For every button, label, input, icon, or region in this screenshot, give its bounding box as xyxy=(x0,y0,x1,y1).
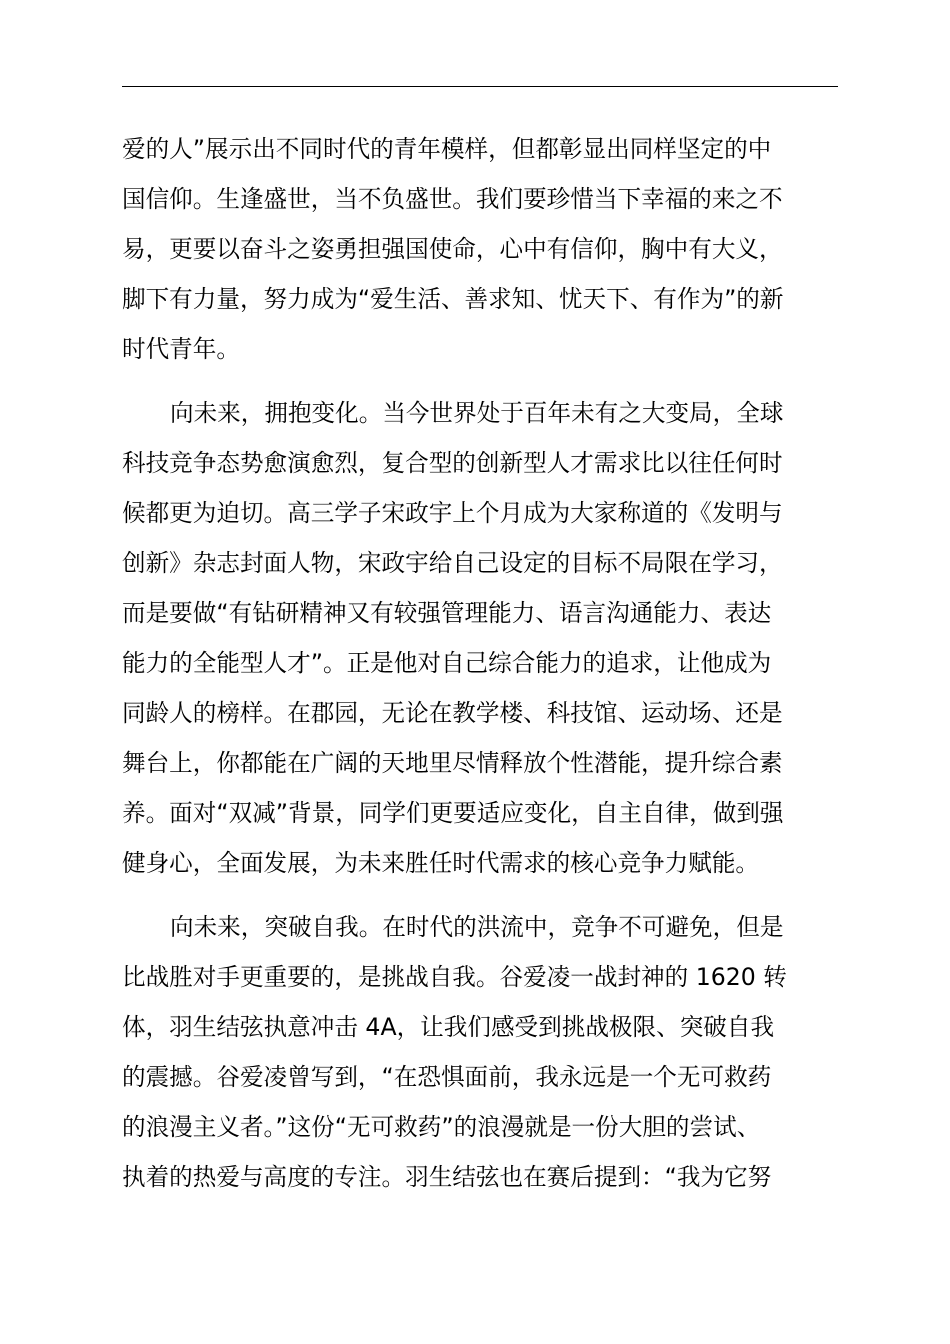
text-line: 比战胜对手更重要的，是挑战自我。谷爱凌一战封神的 1620 转 xyxy=(122,963,787,991)
text-line: 时代青年。 xyxy=(122,335,240,363)
text-line: 国信仰。生逢盛世，当不负盛世。我们要珍惜当下幸福的来之不 xyxy=(122,185,783,213)
header-rule xyxy=(122,86,838,87)
paragraph-gap xyxy=(122,374,838,388)
paragraph xyxy=(122,124,838,374)
text-line: 的浪漫主义者。”这份“无可救药”的浪漫就是一份大胆的尝试、 xyxy=(122,1113,761,1141)
text-line: 体，羽生结弦执意冲击 4A，让我们感受到挑战极限、突破自我 xyxy=(122,1013,775,1041)
paragraph xyxy=(122,902,838,1202)
text-line: 创新》杂志封面人物，宋政宇给自己设定的目标不局限在学习， xyxy=(122,549,783,577)
text-line: 舞台上，你都能在广阔的天地里尽情释放个性潜能，提升综合素 xyxy=(122,749,783,777)
text-line: 同龄人的榜样。在郡园，无论在教学楼、科技馆、运动场、还是 xyxy=(122,699,783,727)
text-line: 候都更为迫切。高三学子宋政宇上个月成为大家称道的《发明与 xyxy=(122,499,783,527)
text-line: 向未来，拥抱变化。当今世界处于百年未有之大变局，全球 xyxy=(170,399,784,427)
text-line: 爱的人”展示出不同时代的青年模样，但都彰显出同样坚定的中 xyxy=(122,135,772,163)
text-line: 养。面对“双减”背景，同学们更要适应变化，自主自律，做到强 xyxy=(122,799,784,827)
text-line: 科技竞争态势愈演愈烈，复合型的创新型人才需求比以往任何时 xyxy=(122,449,783,477)
text-line: 而是要做“有钻研精神又有较强管理能力、语言沟通能力、表达 xyxy=(122,599,772,627)
text-line: 易，更要以奋斗之姿勇担强国使命，心中有信仰，胸中有大义， xyxy=(122,235,783,263)
text-line: 脚下有力量，努力成为“爱生活、善求知、忧天下、有作为”的新 xyxy=(122,285,784,313)
document-body xyxy=(122,124,838,1202)
text-line: 健身心，全面发展，为未来胜任时代需求的核心竞争力赋能。 xyxy=(122,849,760,877)
paragraph xyxy=(122,388,838,888)
text-line: 执着的热爱与高度的专注。羽生结弦也在赛后提到：“我为它努 xyxy=(122,1163,772,1191)
paragraph-gap xyxy=(122,888,838,902)
text-line: 的震撼。谷爱凌曾写到，“在恐惧面前，我永远是一个无可救药 xyxy=(122,1063,772,1091)
text-line: 向未来，突破自我。在时代的洪流中，竞争不可避免，但是 xyxy=(170,913,784,941)
text-line: 能力的全能型人才”。正是他对自己综合能力的追求，让他成为 xyxy=(122,649,772,677)
